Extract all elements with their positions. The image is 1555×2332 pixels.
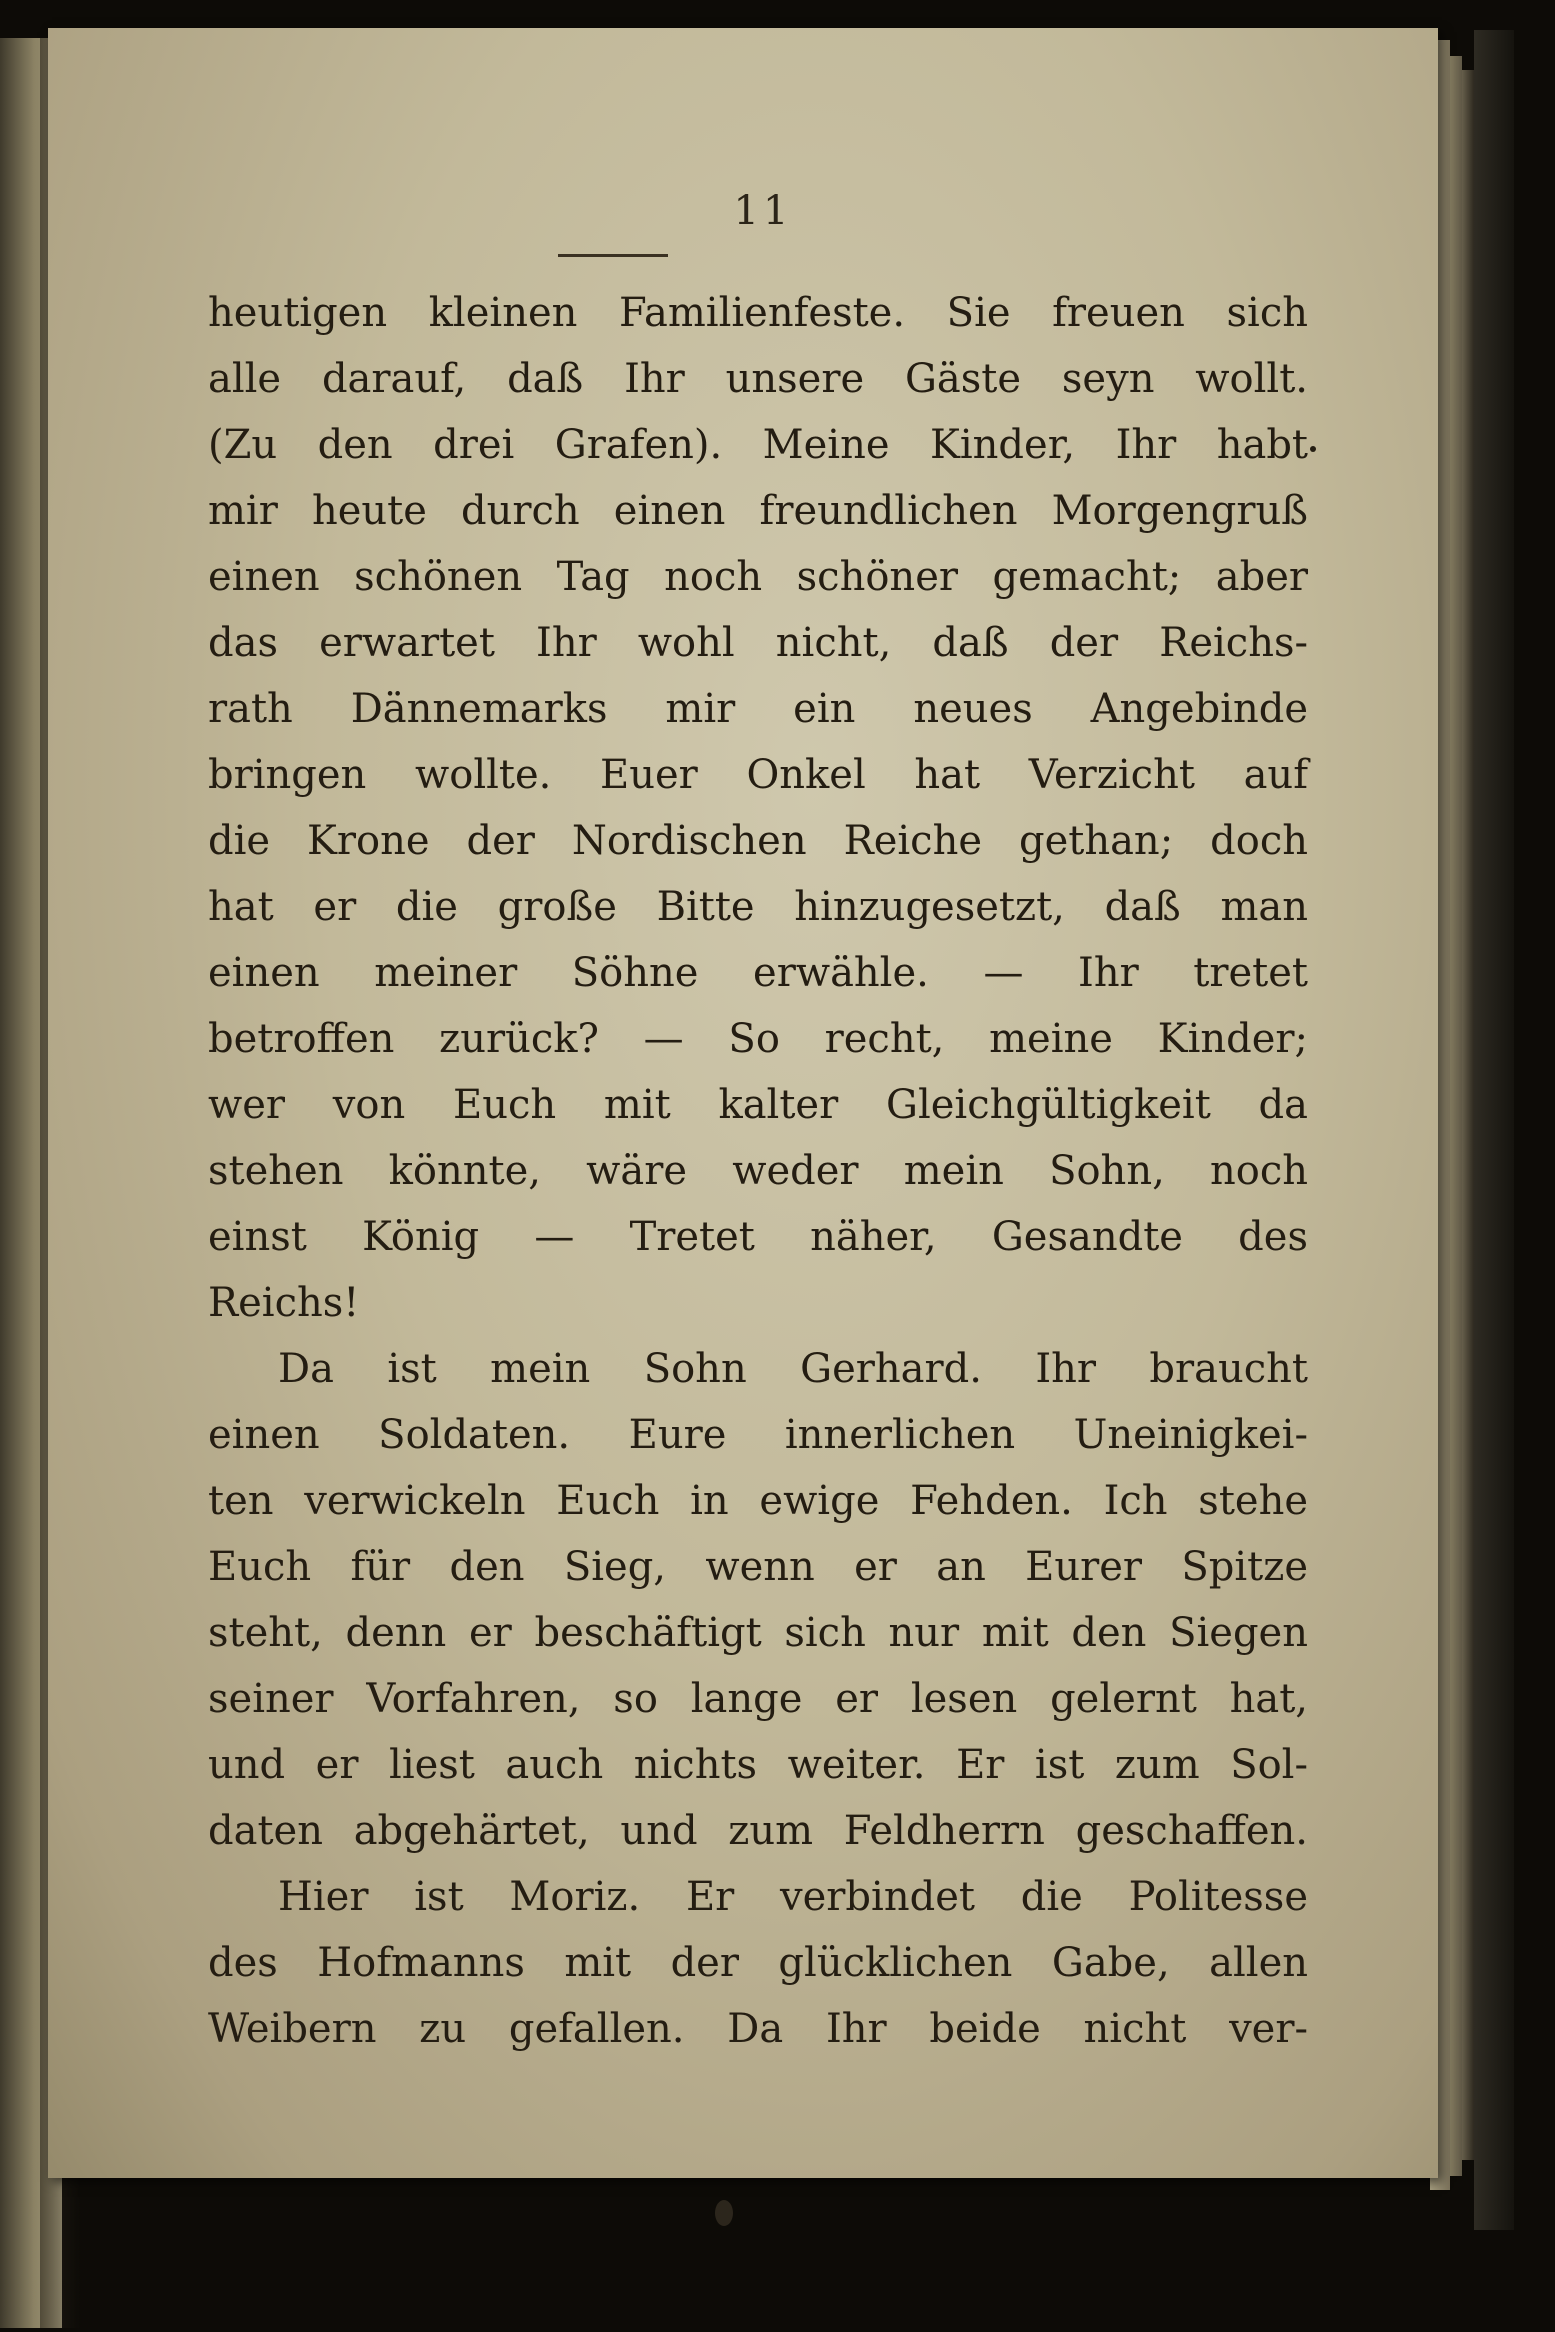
ink-speck [1310,446,1316,452]
text-line: des Hofmanns mit der glücklichen Gabe, allen [208,1940,1308,1986]
text-line: Hier ist Moriz. Er verbindet die Politesse [278,1874,1308,1920]
text-line: (Zu den drei Grafen). Meine Kinder, Ihr habt [208,422,1308,468]
text-line: rath Dännemarks mir ein neues Angebinde [208,686,1308,732]
text-line: daten abgehärtet, und zum Feldherrn geschaffen. [208,1808,1308,1854]
book-page [48,28,1438,2178]
text-line: Weibern zu gefallen. Da Ihr beide nicht ver- [208,2006,1308,2052]
text-line: stehen könnte, wäre weder mein Sohn, noch [208,1148,1308,1194]
book-cover-edge [1474,30,1514,2230]
text-line: heutigen kleinen Familienfeste. Sie freuen sich [208,290,1308,336]
text-line: und er liest auch nichts weiter. Er ist zum Sol- [208,1742,1308,1788]
page-number: 11 [733,188,793,234]
text-line: alle darauf, daß Ihr unsere Gäste seyn wollt. [208,356,1308,402]
text-line: Reichs! [208,1280,360,1326]
text-line: betroffen zurück? — So recht, meine Kinder; [208,1016,1308,1062]
text-line: mir heute durch einen freundlichen Morgengruß [208,488,1308,534]
text-line: einen meiner Söhne erwähle. — Ihr tretet [208,950,1308,996]
text-line: wer von Euch mit kalter Gleichgültigkeit da [208,1082,1308,1128]
text-line: einen Soldaten. Eure innerlichen Uneinigkei- [208,1412,1308,1458]
text-line: bringen wollte. Euer Onkel hat Verzicht auf [208,752,1308,798]
text-line: das erwartet Ihr wohl nicht, daß der Reichs- [208,620,1308,666]
text-line: ten verwickeln Euch in ewige Fehden. Ich stehe [208,1478,1308,1524]
page-text [208,280,1308,2062]
text-line: einen schönen Tag noch schöner gemacht; aber [208,554,1308,600]
page-stack-edge [1460,70,1474,2160]
text-line: hat er die große Bitte hinzugesetzt, daß man [208,884,1308,930]
text-line: Euch für den Sieg, wenn er an Eurer Spitze [208,1544,1308,1590]
text-line: seiner Vorfahren, so lange er lesen gelernt hat, [208,1676,1308,1722]
text-line: Da ist mein Sohn Gerhard. Ihr braucht [278,1346,1308,1392]
text-line: einst König — Tretet näher, Gesandte des [208,1214,1308,1260]
page-number-rule [558,254,668,257]
text-line: die Krone der Nordischen Reiche gethan; doch [208,818,1308,864]
ink-stain [715,2200,733,2226]
text-line: steht, denn er beschäftigt sich nur mit den Siegen [208,1610,1308,1656]
